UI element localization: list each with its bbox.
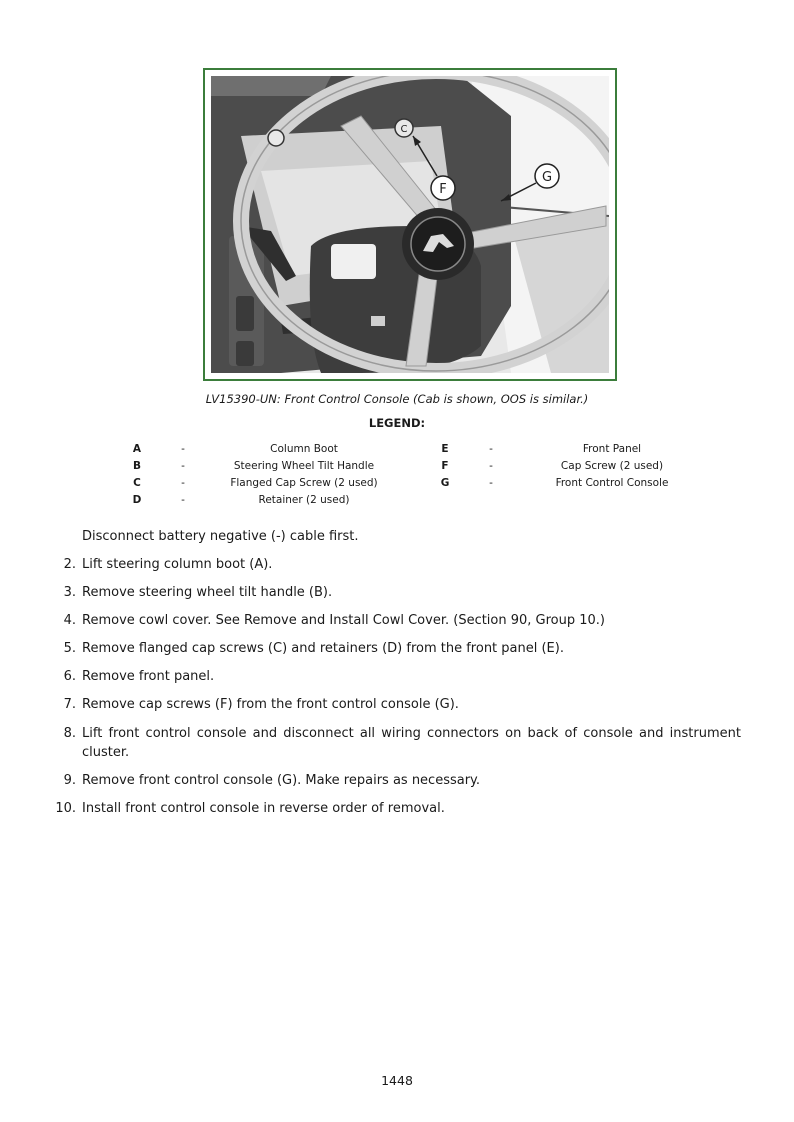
step-text: Disconnect battery negative (-) cable first.	[82, 529, 359, 544]
callout-f	[431, 176, 455, 200]
step-text: Remove cap screws (F) from the front control console (G).	[82, 697, 459, 712]
legend-desc: Flanged Cap Screw (2 used)	[230, 477, 378, 489]
legend-title: LEGEND:	[368, 416, 426, 430]
step-text: Remove cowl cover. See Remove and Install Cowl Cover. (Section 90, Group 10.)	[82, 613, 606, 628]
legend-desc: Retainer (2 used)	[258, 494, 350, 506]
step-text: Remove steering wheel tilt handle (B).	[82, 585, 333, 600]
step-number: 8.	[63, 726, 76, 741]
step-text: Remove flanged cap screws (C) and retainers (D) from the front panel (E).	[82, 641, 564, 656]
legend-row	[0, 494, 794, 511]
step-number: 10.	[55, 801, 76, 816]
step-number: 6.	[63, 669, 76, 684]
page-number: 1448	[381, 1073, 413, 1088]
legend-letter: G	[440, 477, 450, 489]
legend-letter: E	[441, 443, 449, 455]
figure-caption: LV15390-UN: Front Control Console (Cab is shown, OOS is similar.)	[205, 392, 589, 406]
legend-letter: F	[441, 460, 449, 472]
step-text: Install front control console in reverse order of removal.	[82, 801, 445, 816]
step-number: 2.	[63, 557, 76, 572]
legend-letter: A	[132, 443, 142, 455]
legend-dash: -	[489, 460, 493, 472]
legend-dash: -	[181, 443, 185, 455]
legend-dash: -	[181, 460, 185, 472]
step-text: Remove front control console (G). Make repairs as necessary.	[82, 773, 481, 788]
svg-text:F: F	[439, 182, 447, 197]
legend-row	[0, 460, 794, 477]
legend-row	[0, 443, 794, 460]
legend-dash: -	[489, 443, 493, 455]
legend-letter: D	[132, 494, 142, 506]
step-text: Remove front panel.	[82, 669, 215, 684]
legend-desc: Steering Wheel Tilt Handle	[233, 460, 375, 472]
legend-row	[0, 477, 794, 494]
legend-desc: Front Panel	[582, 443, 642, 455]
step-text: Lift steering column boot (A).	[82, 557, 273, 572]
step-number: 9.	[63, 773, 76, 788]
svg-text:G: G	[541, 170, 553, 185]
step-number: 3.	[63, 585, 76, 600]
legend-dash: -	[489, 477, 493, 489]
svg-text:C: C	[400, 124, 408, 135]
legend-letter: B	[132, 460, 141, 472]
step-text: Lift front control console and disconnect all wiring connectors on back of console and instrument cluster.	[82, 726, 741, 760]
callout-g	[535, 164, 559, 188]
legend-letter: C	[133, 477, 141, 489]
figure-front-control-console	[203, 68, 617, 381]
legend-desc: Front Control Console	[555, 477, 669, 489]
legend-desc: Cap Screw (2 used)	[560, 460, 664, 472]
legend-desc: Column Boot	[270, 443, 338, 455]
step-number: 4.	[63, 613, 76, 628]
legend-dash: -	[181, 494, 185, 506]
legend-dash: -	[181, 477, 185, 489]
step-number: 7.	[63, 697, 76, 712]
steering-wheel-illustration	[211, 76, 609, 373]
step-number: 5.	[63, 641, 76, 656]
